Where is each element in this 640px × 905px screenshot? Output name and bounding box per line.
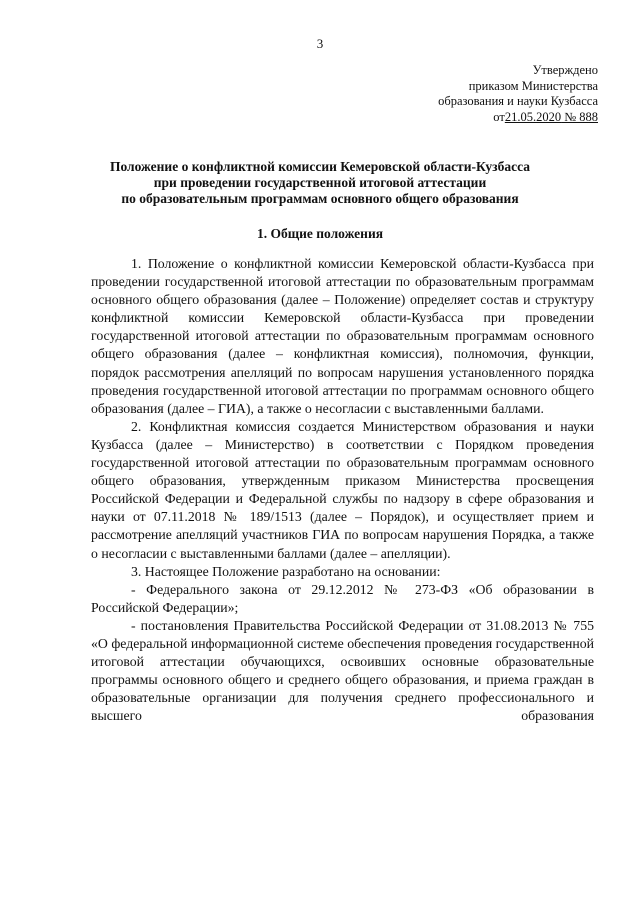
paragraph-2: 2. Конфликтная комиссия создается Министерством образования и науки Кузбасса (далее – Министерство) в соответствии с Порядком проведения государственной итоговой аттестации по образовательным программам основного общего образования, утвержденным приказом Министерства просвещения Российской Федерации и Федеральной службы по надзору в сфере образования и науки от 07.11.2018 № 189/1513 (далее – Порядок), и осуществляет прием и рассмотрение апелляций участников ГИА по вопросам нарушения Порядка, а также о несогласии с выставленными баллами (далее – апелляции).: [91, 418, 594, 561]
approval-date-number: [505, 110, 598, 124]
paragraph-1: 1. Положение о конфликтной комиссии Кемеровской области-Кузбасса при проведении государственной итоговой аттестации по образовательным программам основного общего образования (далее – Положение) определяет состав и структуру конфликтной комиссии Кемеровской области-Кузбасса при проведении государственной итоговой аттестации по образовательным программам основного общего образования (далее – конфликтная комиссия), полномочия, функции, порядок рассмотрения апелляций по вопросам нарушения установленного порядка проведения государственной итоговой аттестации по программам основного общего образования (далее – ГИА), а также о несогласии с выставленными баллами.: [91, 256, 594, 416]
approval-number: № 888: [561, 109, 598, 124]
approval-date-prefix: от: [493, 109, 505, 124]
paragraph-4: - Федерального закона от 29.12.2012 № 273-ФЗ «Об образовании в Российской Федерации»;: [91, 581, 594, 615]
title-line-2: при проведении государственной итоговой аттестации: [153, 175, 487, 190]
document-title: [40, 159, 600, 207]
title-line-1: Положение о конфликтной комиссии Кемеровской области-Кузбасса: [109, 159, 530, 174]
paragraph-3: 3. Настоящее Положение разработано на основании:: [131, 563, 441, 579]
section-heading: 1. Общие положения: [256, 226, 384, 241]
approval-stamp: [338, 63, 598, 125]
page-number: 3: [316, 36, 324, 51]
approval-line-3: образования и науки Кузбасса: [438, 94, 598, 108]
approval-line-4: [338, 110, 598, 126]
document-body: [91, 255, 594, 725]
title-line-3: по образовательным программам основного общего образования: [121, 191, 519, 206]
approval-line-1: Утверждено: [532, 63, 598, 77]
approval-line-2: приказом Министерства: [468, 78, 598, 93]
paragraph-5: - постановления Правительства Российской Федерации от 31.08.2013 № 755 «О федеральной информационной системе обеспечения проведения государственной итоговой аттестации обучающихся, освоивших основные образовательные программы основного общего и среднего общего образования, и приема граждан в образовательные организации для получения среднего профессионального и высшего образования: [91, 617, 594, 724]
approval-date: 21.05.2020: [504, 109, 562, 124]
